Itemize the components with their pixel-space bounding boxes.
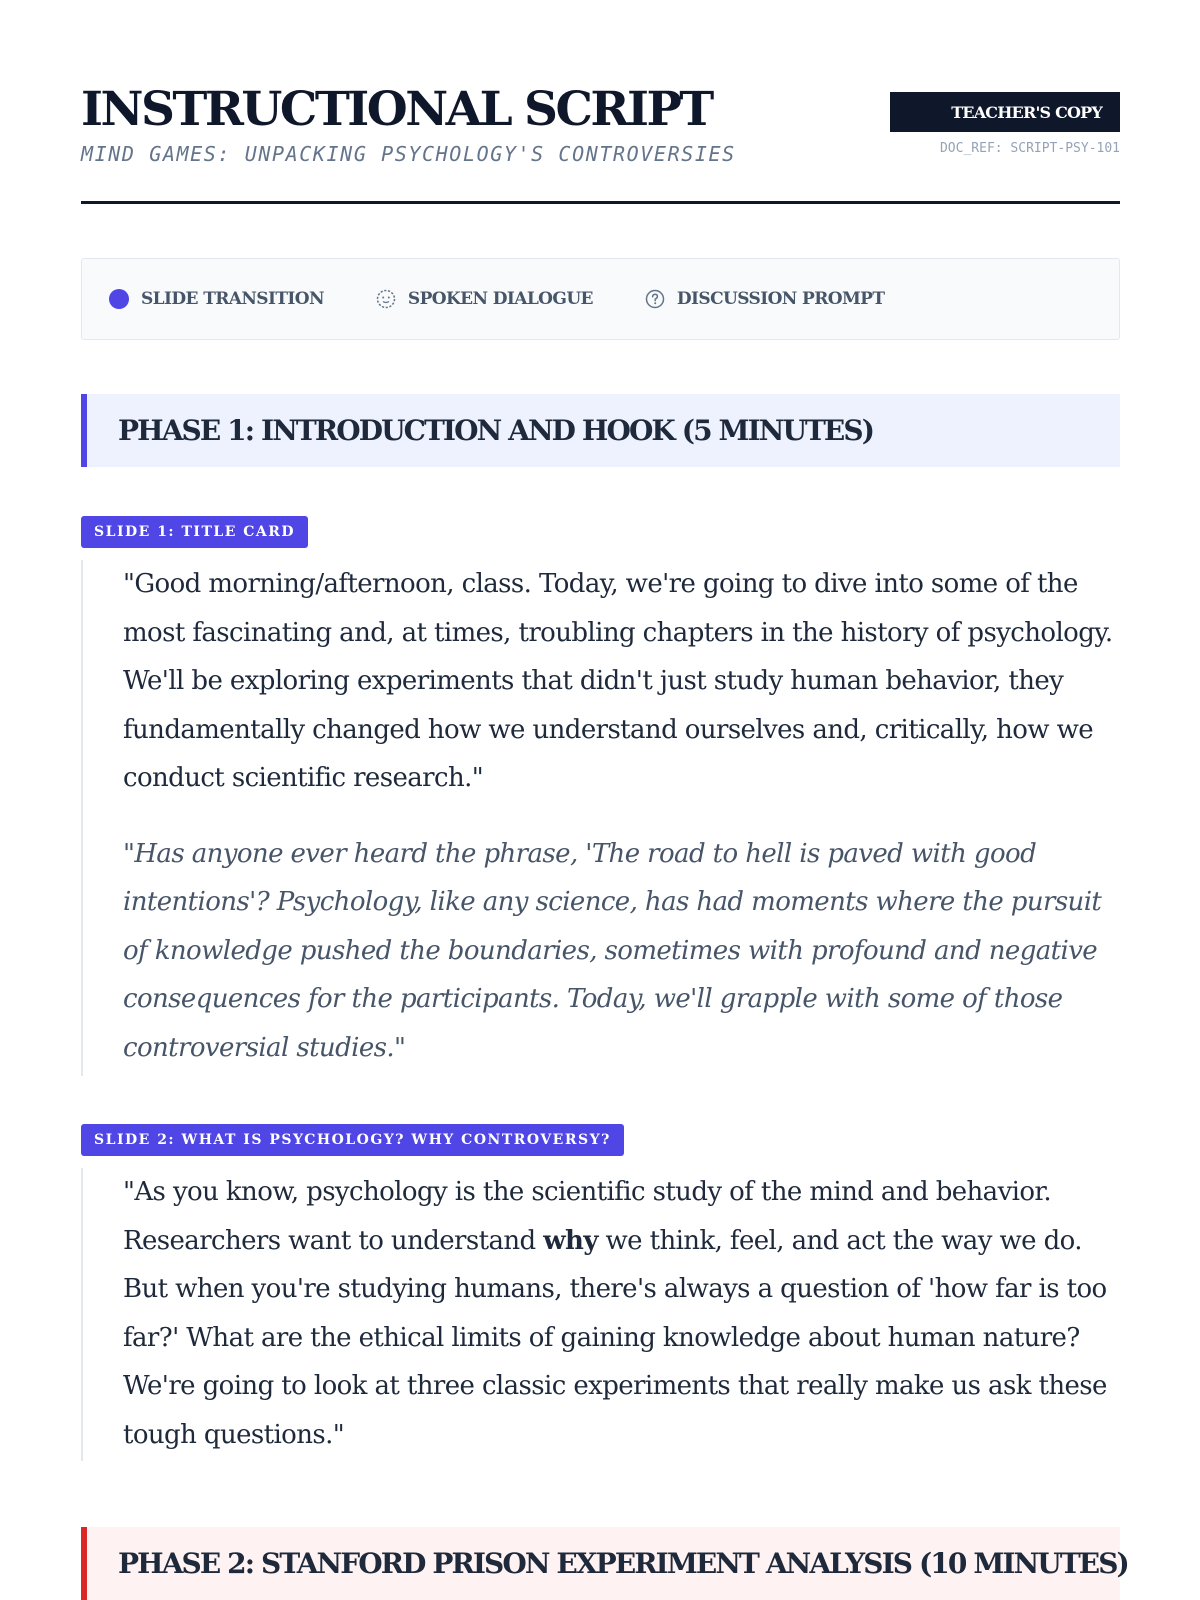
legend-item-discussion-prompt [645,289,885,309]
question-circle-icon [645,289,665,309]
phase-2-header [81,1527,1128,1600]
legend-label: SLIDE TRANSITION [141,289,324,309]
dialogue-paragraph: "Good morning/afternoon, class. Today, we're going to dive into some of the most fascinating and, at times, troubling chapters in the history of psychology. We'll be exploring experiments that didn't just study human behavior, they fundamentally changed how we understand ourselves and, critically, how we conduct scientific research." [123,569,1113,793]
document-header [81,80,1120,204]
dialogue-paragraph-italic: "Has anyone ever heard the phrase, 'The road to hell is paved with good intentions'? Psychology, like any science, has had moments where the pursuit of knowledge pushed the boundaries, sometimes with profound and negative consequences for the participants. Today, we'll grapple with some of those controversial studies." [123,838,1102,1063]
legend-item-slide-transition [109,289,324,309]
phase-title: PHASE 2: STANFORD PRISON EXPERIMENT ANALYSIS (10 MINUTES) [118,1547,1128,1580]
legend-label: DISCUSSION PROMPT [676,289,885,309]
document-subtitle: MIND GAMES: UNPACKING PSYCHOLOGY'S CONTROVERSIES [81,142,736,166]
paragraph-text: we think, feel, and act the way we do. But when you're studying humans, there's always a question of 'how far is too far?' What are the ethical limits of gaining knowledge about human nature? We're going to look at three classic experiments that really make us ask these tough questions." [123,1225,1107,1450]
document-title: INSTRUCTIONAL SCRIPT [81,82,712,137]
emphasis-word: why [543,1225,598,1256]
phase-1-header [81,394,1120,467]
filled-circle-icon [109,289,129,309]
slide-1-label: SLIDE 1: TITLE CARD [81,516,308,548]
speech-face-icon [376,289,396,309]
legend-label: SPOKEN DIALOGUE [407,289,593,309]
slide-1-dialogue [81,560,1120,1076]
slide-2-dialogue [81,1168,1120,1461]
instructional-script-page [81,0,1128,1600]
dialogue-paragraph [123,1168,1120,1459]
phase-title: PHASE 1: INTRODUCTION AND HOOK (5 MINUTES) [118,414,874,447]
teachers-copy-badge: TEACHER'S COPY [890,92,1120,132]
slide-2-label: SLIDE 2: WHAT IS PSYCHOLOGY? WHY CONTROVERSY? [81,1124,624,1156]
legend-bar [81,258,1120,340]
paragraph-text: "As you know, psychology is the scientific study of the mind and behavior. Researchers want to understand [123,1177,1052,1256]
document-reference: DOC_REF: SCRIPT-PSY-101 [939,141,1120,156]
legend-item-spoken-dialogue [376,289,593,309]
